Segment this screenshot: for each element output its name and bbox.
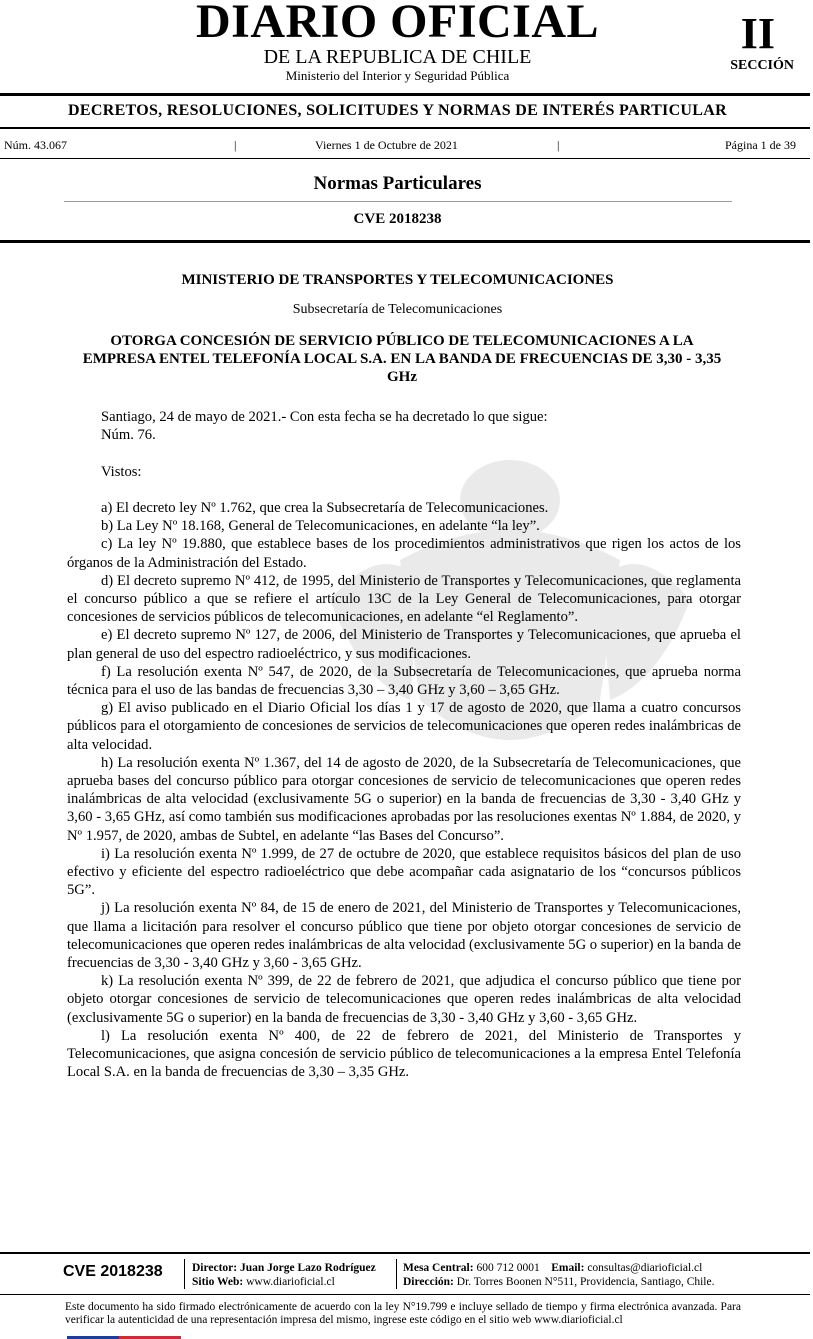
- web-value: www.diarioficial.cl: [246, 1276, 335, 1288]
- legal-notice: Este documento ha sido firmado electrónicamente de acuerdo con la ley N°19.799 e incluye sellado de tiempo y firma electrónica avanzada. Para verificar la autenticidad de una representación impresa del mismo, ingrese este código en el sitio web www.diarioficial.cl: [65, 1301, 741, 1326]
- section-band-rule: [0, 127, 810, 129]
- normas-title: Normas Particulares: [313, 173, 482, 194]
- footer-top-rule: [0, 1252, 810, 1254]
- header-bottom-rule: [0, 240, 810, 243]
- section-number: II: [740, 9, 775, 58]
- body-paragraph: [67, 444, 741, 462]
- body-paragraph: Santiago, 24 de mayo de 2021.- Con esta fecha se ha decretado lo que sigue:: [101, 409, 548, 425]
- body-paragraph: a) El decreto ley Nº 1.762, que crea la Subsecretaría de Telecomunicaciones.: [101, 499, 549, 516]
- body-paragraph: Núm. 76.: [101, 427, 156, 444]
- issue-date: Viernes 1 de Octubre de 2021: [315, 138, 458, 152]
- footer-cve: CVE 2018238: [63, 1263, 163, 1280]
- info-separator: |: [234, 138, 237, 152]
- body-paragraph: d) El decreto supremo Nº 412, de 1995, del Ministerio de Transportes y Telecomunicaciones, que reglamenta el concurso público a que se refiere el artículo 13C de la Ley General de Telecomunicaciones, para otorgar concesiones de servicios públicos de telecomunicaciones, en adelante “el Reglamento”.: [67, 572, 741, 626]
- masthead-rule: [0, 93, 810, 96]
- address-value: Dr. Torres Boonen N°511, Providencia, Santiago, Chile.: [456, 1276, 715, 1288]
- address-label: Dirección:: [403, 1276, 454, 1288]
- article-body: [67, 408, 741, 1081]
- body-paragraph: g) El aviso publicado en el Diario Oficial los días 1 y 17 de agosto de 2020, que llama a cuatro concursos públicos para el otorgamiento de concesiones de servicios de telecomunicaciones que operen redes inalámbricas de alta velocidad.: [67, 700, 741, 753]
- director-label: Director:: [192, 1262, 238, 1274]
- cve-header: CVE 2018238: [353, 211, 442, 227]
- newspaper-subtitle: DE LA REPUBLICA DE CHILE: [263, 46, 532, 68]
- body-paragraph: h) La resolución exenta Nº 1.367, del 14 de agosto de 2020, de la Subsecretaría de Telecomunicaciones, que aprueba bases del concurso público para otorgar concesiones de servicio de telecomunicaciones que operen redes inalámbricas de alta velocidad (exclusivamente 5G o superior) en la banda de frecuencias de 3,30 - 3,40 GHz y 3,60 - 3,65 GHz, así como también sus modificaciones aprobadas por las resoluciones exentas Nº 1.884, de 2020, y Nº 1.957, de 2020, ambas de Subtel, en adelante “las Bases del Concurso”.: [67, 754, 741, 844]
- footer-contact-block: [403, 1261, 714, 1289]
- email-label: Email:: [551, 1262, 585, 1274]
- info-separator: |: [557, 138, 560, 152]
- body-paragraph: f) La resolución exenta Nº 547, de 2020, de la Subsecretaría de Telecomunicaciones, que aprueba norma técnica para el uso de las bandas de frecuencias 3,30 – 3,40 GHz y 3,60 – 3,65 GHz.: [67, 663, 741, 699]
- body-paragraph: j) La resolución exenta Nº 84, de 15 de enero de 2021, del Ministerio de Transportes y Telecomunicaciones, que llama a licitación para resolver el concurso público que tiene por objeto otorgar concesiones de servicio de telecomunicaciones que operen redes inalámbricas de alta velocidad (exclusivamente 5G o superior) en la banda de frecuencias de 3,30 - 3,40 GHz y 3,60 - 3,65 GHz.: [67, 900, 741, 972]
- email-value: consultas@diarioficial.cl: [587, 1262, 703, 1274]
- info-rule: [0, 158, 810, 159]
- body-paragraph: l) La resolución exenta Nº 400, de 22 de febrero de 2021, del Ministerio de Transportes y Telecomunicaciones, que asigna concesión de servicio público de telecomunicaciones a la empresa Entel Telefonía Local S.A. en la banda de frecuencias de 3,30 – 3,35 GHz.: [67, 1027, 741, 1081]
- masthead: [0, 0, 813, 90]
- director-value: Juan Jorge Lazo Rodríguez: [240, 1262, 376, 1274]
- newspaper-title: DIARIO OFICIAL: [195, 0, 600, 48]
- section-label: SECCIÓN: [730, 58, 794, 73]
- footer-mid-rule: [0, 1294, 810, 1295]
- section-band-title: DECRETOS, RESOLUCIONES, SOLICITUDES Y NORMAS DE INTERÉS PARTICULAR: [68, 102, 727, 119]
- issue-info-row: [0, 138, 810, 156]
- footer-separator: [396, 1259, 397, 1289]
- footer-director-block: [192, 1261, 376, 1289]
- central-label: Mesa Central:: [403, 1262, 474, 1274]
- footer-separator: [184, 1259, 185, 1289]
- newspaper-ministry: Ministerio del Interior y Seguridad Pública: [285, 68, 510, 83]
- body-paragraph: [67, 481, 741, 499]
- article-headline: OTORGA CONCESIÓN DE SERVICIO PÚBLICO DE TELECOMUNICACIONES A LA EMPRESA ENTEL TELEFONÍA LOCAL S.A. EN LA BANDA DE FRECUENCIAS DE 3,30 - 3,35 GHz: [82, 333, 722, 385]
- body-paragraph: e) El decreto supremo Nº 127, de 2006, del Ministerio de Transportes y Telecomunicaciones, que aprueba el plan general de uso del espectro radioeléctrico, y sus modificaciones.: [67, 627, 741, 662]
- normas-divider: [64, 201, 732, 202]
- body-paragraph: Vistos:: [101, 463, 142, 480]
- body-paragraph: b) La Ley Nº 18.168, General de Telecomunicaciones, en adelante “la ley”.: [101, 518, 540, 535]
- page-indicator: Página 1 de 39: [725, 138, 796, 152]
- body-paragraph: c) La ley Nº 19.880, que establece bases de los procedimientos administrativos que rigen los actos de los órganos de la Administración del Estado.: [67, 536, 741, 571]
- subsecretaria-heading: Subsecretaría de Telecomunicaciones: [292, 302, 503, 317]
- body-paragraph: i) La resolución exenta Nº 1.999, de 27 de octubre de 2020, que establece requisitos básicos del plan de uso efectivo y eficiente del espectro radioeléctrico que debe acompañar cada asignatario de los “concursos públicos 5G”.: [67, 845, 741, 899]
- body-paragraph: k) La resolución exenta Nº 399, de 22 de febrero de 2021, que adjudica el concurso público que tiene por objeto otorgar concesiones de servicio de telecomunicaciones que operen redes inalámbricas de alta velocidad (exclusivamente 5G o superior) en la banda de frecuencias de 3,30 - 3,40 GHz y 3,60 - 3,65 GHz.: [67, 973, 741, 1026]
- issue-number: Núm. 43.067: [4, 138, 67, 152]
- web-label: Sitio Web:: [192, 1276, 244, 1288]
- ministry-heading: MINISTERIO DE TRANSPORTES Y TELECOMUNICACIONES: [181, 272, 614, 288]
- central-value: 600 712 0001: [476, 1262, 540, 1274]
